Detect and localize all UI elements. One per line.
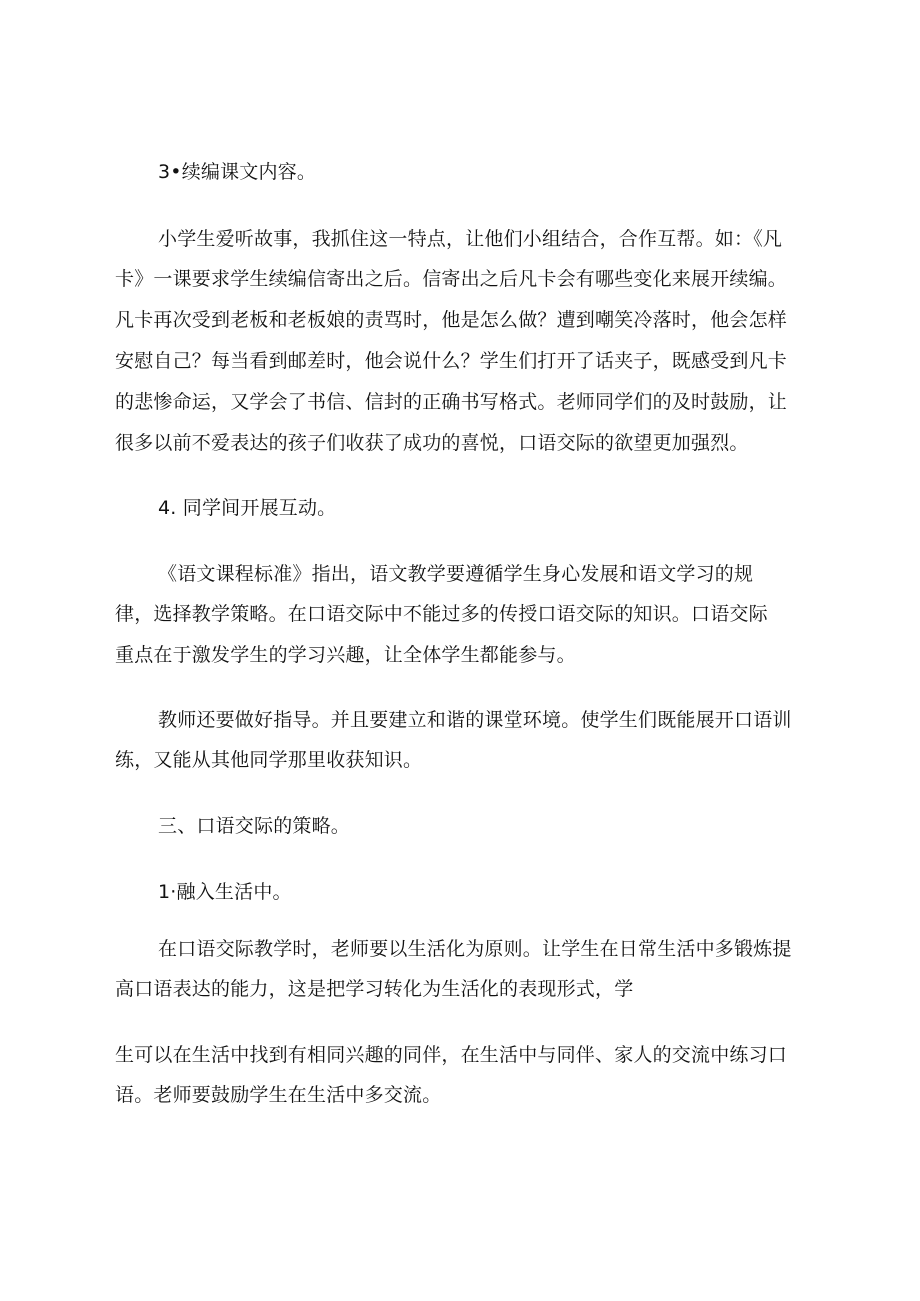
- heading-interaction: 4. 同学间开展互动。: [158, 497, 337, 519]
- paragraph-line: 很多以前不爱表达的孩子们收获了成功的喜悦，口语交际的欲望更加强烈。: [115, 432, 749, 454]
- paragraph-line: 卡》一课要求学生续编信寄出之后。信寄出之后凡卡会有哪些变化来展开续编。: [115, 268, 788, 290]
- heading-integrate-life: 1·融入生活中。: [158, 881, 292, 903]
- paragraph-line: 教师还要做好指导。并且要建立和谐的课堂环境。使学生们既能展开口语训: [158, 709, 792, 731]
- paragraph-line: 重点在于激发学生的学习兴趣，让全体学生都能参与。: [115, 644, 576, 666]
- paragraph-line: 练，又能从其他同学那里收获知识。: [115, 749, 423, 771]
- paragraph-line: 小学生爱听故事，我抓住这一特点，让他们小组结合，合作互帮。如：《凡: [158, 228, 783, 250]
- paragraph-line: 《语文课程标准》指出，语文教学要遵循学生身心发展和语文学习的规: [158, 563, 754, 585]
- paragraph-line: 生可以在生活中找到有相同兴趣的同伴，在生活中与同伴、家人的交流中练习口: [115, 1044, 788, 1066]
- paragraph-line: 凡卡再次受到老板和老板娘的责骂时，他是怎么做？遭到嘲笑冷落时，他会怎样: [115, 309, 788, 331]
- paragraph-line: 高口语表达的能力，这是把学习转化为生活化的表现形式，学: [115, 978, 634, 1000]
- paragraph-line: 在口语交际教学时，老师要以生活化为原则。让学生在日常生活中多锻炼提: [158, 938, 792, 960]
- paragraph-line: 安慰自己？每当看到邮差时，他会说什么？学生们打开了话夹子，既感受到凡卡: [115, 350, 788, 372]
- heading-continue-text: 3•续编课文内容。: [158, 161, 317, 183]
- section-heading-strategy: 三、口语交际的策略。: [158, 815, 351, 837]
- paragraph-line: 的悲惨命运，又学会了书信、信封的正确书写格式。老师同学们的及时鼓励，让: [115, 391, 788, 413]
- paragraph-line: 律，选择教学策略。在口语交际中不能过多的传授口语交际的知识。口语交际: [115, 603, 768, 625]
- paragraph-line: 语。老师要鼓励学生在生活中多交流。: [115, 1084, 442, 1106]
